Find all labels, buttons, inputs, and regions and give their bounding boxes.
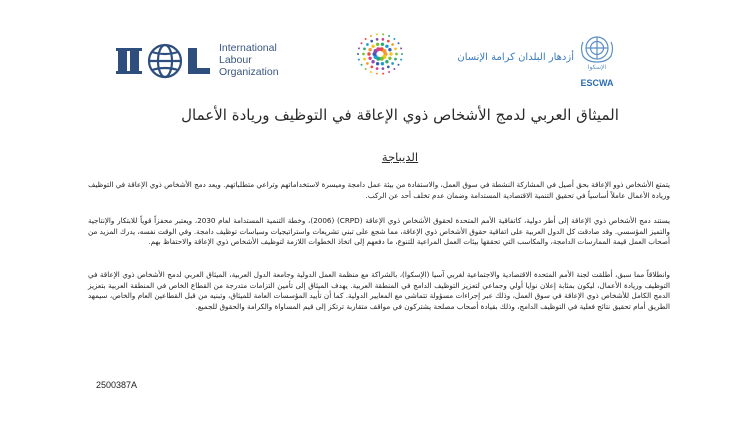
- paragraph-3: وانطلاقاً مما سبق، أطلقت لجنة الأمم المتحدة الاقتصادية والاجتماعية لغربي آسيا (الإسكوا)، بالشراكة مع منظمة العمل الدولية وجامعة الدول العربية، الميثاق العربي لدمج الأشخاص ذوي الإعاقة في التوظيف وريادة الأعمال، ليكون بمثابة إعلان نوايا أولي وجماعي لتعزيز التوظيف الدامج في المنطقة العربية. يهدف الميثاق إلى تأمين التزامات متدرجة من القطاع الخاص في المنطقة العربية بتعزيز الدمج الكامل للأشخاص ذوي الإعاقة في سوق العمل، وذلك عبر إجراءات مسؤولة تتماشى مع المعايير الدولية. كما أن تأييد المؤسسات العامة للميثاق، وتبنيه من قبل القطاعين العام والخاص، سيمهد الطريق أمام تحقيق نتائج فعلية في التوظيف الدامج، وذلك بقيادة أصحاب مصلحة يشتركون في مواقف متقاربة ترتكز إلى قيم المساواة والكرامة والحقوق للجميع.: [88, 270, 670, 311]
- prosperity-logo-dot: [382, 73, 384, 75]
- prosperity-logo-dot: [387, 40, 390, 43]
- prosperity-logo-dot: [382, 38, 385, 41]
- paragraph-1: يتمتع الأشخاص ذوو الإعاقة بحق أصيل في المشاركة النشطة في سوق العمل، والاستفادة من بيئة عمل دامجة وميسرة لاستخداماتهم وتراعي متطلباتهم. ويعد دمج الأشخاص ذوي الإعاقة في التوظيف وريادة الأعمال عاملاً أساسياً في تحقيق التنمية الاقتصادية المستدامة وضمان عدم تخلف أحد عن الركب.: [88, 180, 670, 200]
- prosperity-logo-dot: [388, 71, 390, 73]
- prosperity-logo-dot: [370, 66, 373, 69]
- prosperity-logo-dot: [394, 58, 397, 61]
- prosperity-logo-dot: [381, 43, 384, 46]
- ilo-name-line3: Organization: [219, 66, 279, 78]
- prosperity-logo-dot: [363, 58, 366, 61]
- prosperity-logo-dot: [393, 68, 395, 70]
- reference-code: 2500387A: [96, 380, 138, 390]
- paragraph-2: يستند دمج الأشخاص ذوي الإعاقة إلى أطر دولية، كاتفاقية الأمم المتحدة لحقوق الأشخاص ذوي الإعاقة (CRPD) (2006)، وخطة التنمية المستدامة لعام 2030، ويعتبر محفزاً قوياً للابتكار والإنتاجية والتميز المؤسسي. وقد صادقت كل الدول العربية على اتفاقية حقوق الأشخاص ذوي الإعاقة، مما شجع على تبني تشريعات واستراتيجيات وسياسات توظيف دامجة. وفي الوقت نفسه، يدرك المزيد من أصحاب العمل قيمة الممارسات الدامجة، والمكاسب التي تحققها بيئات العمل المراعية للتنوع، ما دفعهم إلى اتخاذ الخطوات اللازمة لتوظيف الأشخاص ذوي الإعاقة والاحتفاظ بهم.: [88, 216, 670, 247]
- prosperity-logo-dot: [361, 64, 363, 66]
- prosperity-logo-dot: [376, 38, 379, 41]
- prosperity-logo-dot: [391, 43, 394, 46]
- prosperity-logo-dot: [381, 62, 384, 65]
- prosperity-logo-dot: [367, 52, 370, 55]
- prosperity-logo-dot: [366, 62, 369, 65]
- prosperity-logo-dot: [370, 35, 372, 37]
- ilo-name-line1: International: [219, 42, 277, 54]
- prosperity-logo-dot: [382, 67, 385, 70]
- prosperity-logo-dot: [391, 62, 394, 65]
- prosperity-logo-dot: [385, 60, 388, 63]
- prosperity-logo-dot: [358, 59, 360, 61]
- prosperity-logo-dot: [365, 68, 367, 70]
- prosperity-logo-dot: [388, 48, 391, 51]
- prosperity-logo-dot: [388, 35, 390, 37]
- prosperity-logo-dot: [388, 57, 391, 60]
- prosperity-logo-dot: [376, 67, 379, 70]
- prosperity-logo-dot: [385, 45, 388, 48]
- prosperity-logo-dot: [362, 53, 365, 56]
- prosperity-logo-dot: [398, 64, 400, 66]
- escwa-english-name: ESCWA: [580, 78, 614, 88]
- document-title: الميثاق العربي لدمج الأشخاص ذوي الإعاقة في التوظيف وريادة الأعمال: [181, 106, 619, 124]
- prosperity-logo-dot: [358, 47, 360, 49]
- prosperity-logo-dot: [382, 33, 384, 35]
- prosperity-logo-dot: [401, 53, 403, 55]
- prosperity-logo-dot: [370, 40, 373, 43]
- prosperity-logo-dot: [376, 43, 379, 46]
- prosperity-logo-dot: [376, 33, 378, 35]
- prosperity-logo-dot: [370, 71, 372, 73]
- prosperity-logo-dot: [366, 43, 369, 46]
- prosperity-logo-dot: [400, 47, 402, 49]
- prosperity-logo-dot: [363, 48, 366, 51]
- ilo-name: [219, 42, 329, 78]
- ilo-name-line2: Labour: [219, 54, 252, 66]
- prosperity-logo-dot: [398, 42, 400, 44]
- prosperity-logo-dot: [387, 66, 390, 69]
- prosperity-logo-dot: [389, 52, 392, 55]
- prosperity-logo-dot: [368, 57, 371, 60]
- ilo-logo-icon: [116, 38, 214, 84]
- prosperity-logo-dot: [395, 53, 398, 56]
- prosperity-logo-dot: [376, 62, 379, 65]
- prosperity-logo-dot: [361, 42, 363, 44]
- prosperity-logo-dot: [376, 73, 378, 75]
- prosperity-logo-dot: [371, 45, 374, 48]
- prosperity-tagline: أزدهار البلدان كرامة الإنسان: [457, 52, 574, 63]
- prosperity-logo-dot: [394, 48, 397, 51]
- escwa-arabic-name: الإسكوا: [587, 64, 607, 71]
- preamble-heading: الديباجة: [381, 150, 419, 164]
- prosperity-logo-dot: [365, 38, 367, 40]
- prosperity-logo-dot: [368, 48, 371, 51]
- prosperity-logo-dot: [371, 60, 374, 63]
- prosperity-logo-dot: [393, 38, 395, 40]
- prosperity-logo-dot: [382, 49, 386, 53]
- prosperity-logo-dot: [400, 59, 402, 61]
- prosperity-logo-dot: [357, 53, 359, 55]
